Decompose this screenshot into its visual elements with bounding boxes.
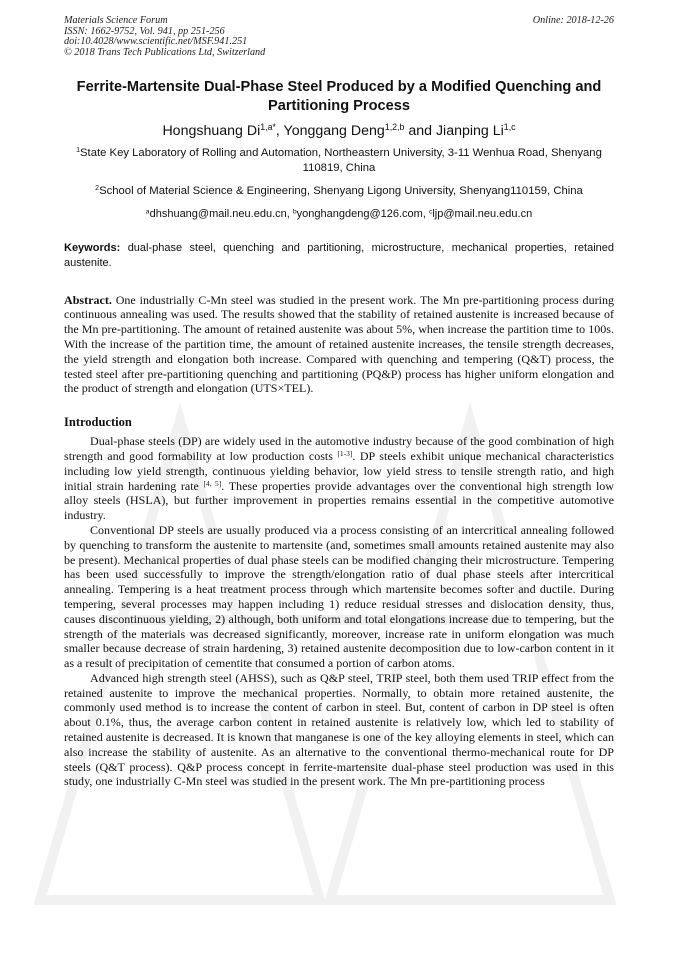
journal-doi: doi:10.4028/www.scientific.net/MSF.941.251: [64, 36, 248, 48]
journal-header: [64, 16, 614, 58]
abstract: [64, 293, 614, 397]
paragraph-text: . These properties provide advantages over the conventional high strength low alloy steels (HSLA), but further improvement in properties remains essential in the competitive automotive industry.: [64, 478, 615, 523]
affiliation-number: 2: [95, 185, 100, 193]
author-affiliation-mark: 1,c: [503, 122, 516, 133]
author-affiliation-mark: 1,a*: [260, 122, 276, 133]
keywords-label: Keywords:: [64, 242, 121, 255]
journal-name: Materials Science Forum: [64, 15, 168, 26]
abstract-text: One industrially C-Mn steel was studied in the present work. The Mn pre-partitioning process during continuous annealing was used. The results showed that the stability of retained austenite is increased because of the Mn pre-partitioning. The amount of retained austenite was about 5%, when increase the partition time to 100s. With the increase of the partition time, the amount of retained austenite increases, the tensile strength decreases, the yield strength and elongation both increase. Compared with quenching and tempering (Q&T) process, the tested steel after pre-partitioning quenching and partitioning (PQ&P) process has higher uniform elongation and the product of strength and elongation (UTS×TEL).: [64, 292, 614, 396]
author-name: Hongshuang Di: [162, 123, 261, 140]
email-address: dhshuang@mail.neu.edu.cn: [149, 208, 287, 221]
citation: [1-3]: [337, 448, 353, 458]
abstract-label: Abstract.: [64, 292, 112, 307]
affiliation-text: State Key Laboratory of Rolling and Automation, Northeastern University, 3-11 Wenhua Road, Shenyang 110819, China: [80, 147, 602, 175]
email-address: yonghangdeng@126.com: [296, 208, 423, 221]
journal-issn: ISSN: 1662-9752, Vol. 941, pp 251-256: [64, 25, 225, 37]
author-separator: and: [404, 123, 436, 140]
paragraph-text: Dual-phase steels (DP) are widely used in the automotive industry because of the good combination of high strength and good formability at low production costs: [64, 434, 614, 463]
introduction-paragraph-3: Advanced high strength steel (AHSS), such as Q&P steel, TRIP steel, both them used TRIP effect from the retained austenite to improve the mechanical properties. Normally, to obtain more retained austenite, the commonly used method is to increase the content of carbon in steel. But, content of carbon in DP steel is often about 0.1%, thus, the average carbon content in retained austenite is relatively low, which led to stability of retained austenite is decreased. It is known that manganese is one of the key alloying elements in steel, which can also increase the stability of austenite. As an alternative to the conventional thermo-mechanical route for DP steels (Q&T process). Q&P process concept in ferrite-martensite dual-phase steel production was used in this study, one industrially C-Mn steel was studied in the present work. The Mn pre-partitioning process: [64, 670, 614, 789]
affiliation-text: School of Material Science & Engineering, Shenyang Ligong University, Shenyang110159, China: [99, 185, 583, 198]
email-mark: c: [428, 208, 433, 216]
email-mark: a: [145, 208, 150, 216]
citation: [4, 5]: [203, 478, 222, 488]
paper-title: Ferrite-Martensite Dual-Phase Steel Produced by a Modified Quenching and Partitioning Process: [76, 79, 602, 115]
email-address: ljp@mail.neu.edu.cn: [432, 208, 533, 221]
online-date: Online: 2018-12-26: [532, 15, 614, 26]
author-emails: [64, 207, 614, 221]
introduction-paragraph-2: Conventional DP steels are usually produced via a process consisting of an intercritical annealing followed by quenching to transform the austenite to martensite (and, sometimes small amounts retained austenite may also be present). Mechanical properties of dual phase steels can be modified changing their microstructure. Tempering has been used successfully to improve the strength/elongation ratio of dual phase steels after intercritical annealing. Tempering is a heat treatment process through which martensite becomes softer and ductile. During tempering, several processes may happen including 1) reduce residual stresses and dislocation density, thus, causes discontinuous yielding, 2) although, both uniform and total elongations increase due to tempering, but the strength of the materials was decreased significantly, moreover, increase rate in uniform elongation was much smaller because decrease of strain hardening, 3) retained austenite decomposition due to low-carbon content in it as a result of precipitation of cementite that consumed a portion of carbon atoms.: [64, 522, 614, 671]
author-name: Jianping Li: [435, 123, 504, 140]
affiliation-2: [64, 184, 614, 199]
email-separator: ,: [286, 208, 293, 221]
email-separator: ,: [422, 208, 429, 221]
keywords-text: dual-phase steel, quenching and partitioning, microstructure, mechanical properties, retained austenite.: [64, 242, 614, 269]
author-list: [64, 122, 614, 140]
keywords: [64, 241, 614, 270]
affiliation-1: [64, 146, 614, 176]
paper-content: [64, 16, 614, 789]
author-separator: ,: [275, 123, 284, 140]
affiliation-number: 1: [76, 147, 81, 155]
author-affiliation-mark: 1,2,b: [384, 122, 405, 133]
journal-copyright: © 2018 Trans Tech Publications Ltd, Switzerland: [64, 46, 266, 58]
author-name: Yonggang Deng: [283, 123, 385, 140]
paragraph-text: . DP steels exhibit unique mechanical characteristics including low yield strength, continuous yielding behavior, low yield stress to tensile strength ratio, and high initial strain hardening rate: [64, 448, 614, 493]
introduction-paragraph-1: [64, 434, 614, 523]
section-heading-introduction: Introduction: [64, 415, 132, 430]
email-mark: b: [292, 208, 297, 216]
